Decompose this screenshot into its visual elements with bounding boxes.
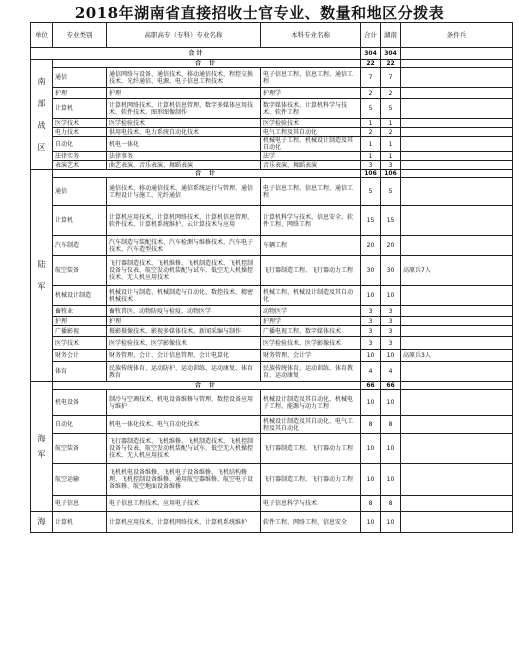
region-char: 海 xyxy=(37,433,46,443)
subtotal-cond xyxy=(401,60,513,68)
subtotal-total: 66 xyxy=(361,382,381,390)
cell-total: 7 xyxy=(361,68,381,88)
cell-hunan: 3 xyxy=(381,161,401,170)
cell-conditions xyxy=(401,317,513,326)
cell-category: 畜牧业 xyxy=(53,306,107,317)
table-row xyxy=(31,512,513,533)
cell-category: 机械设计制造 xyxy=(53,286,107,306)
header-hunan: 湖南 xyxy=(381,23,401,48)
cell-bachelor: 电子信息工程、信息工程、通信工程 xyxy=(261,68,361,88)
cell-total: 2 xyxy=(361,128,381,137)
cell-conditions xyxy=(401,206,513,236)
cell-conditions xyxy=(401,416,513,434)
table-row xyxy=(31,68,513,88)
cell-hunan: 8 xyxy=(381,416,401,434)
subtotal-hunan: 22 xyxy=(381,60,401,68)
table-row xyxy=(31,161,513,170)
cell-conditions xyxy=(401,152,513,161)
subtotal-label: 合 计 xyxy=(53,170,361,178)
cell-total: 8 xyxy=(361,496,381,512)
cell-vocational: 摄影摄像技术、影视多媒体技术、新闻采编与制作 xyxy=(107,326,261,337)
cell-category: 自动化 xyxy=(53,137,107,152)
subtotal-hunan: 66 xyxy=(381,382,401,390)
cell-vocational: 计算机应用技术、计算机网络技术、计算机系统维护 xyxy=(107,512,261,533)
table-header-row xyxy=(31,23,513,48)
cell-bachelor: 飞行器制造工程、飞行器动力工程 xyxy=(261,434,361,464)
cell-vocational: 制冷与空调技术、机电设备维修与管理、数控设备应用与维护 xyxy=(107,390,261,416)
cell-hunan: 10 xyxy=(381,464,401,496)
table-row xyxy=(31,416,513,434)
cell-hunan: 2 xyxy=(381,88,401,99)
cell-bachelor: 护理学 xyxy=(261,88,361,99)
cell-total: 4 xyxy=(361,362,381,382)
cell-vocational: 飞行器制造技术、飞机维修、飞机制造技术、飞机控制设备与仪表、航空发动机装配与试车、低空无人机操控技术、无人机应用技术 xyxy=(107,434,261,464)
cell-bachelor: 车辆工程 xyxy=(261,236,361,256)
table-row xyxy=(31,317,513,326)
cell-conditions xyxy=(401,119,513,128)
cell-total: 30 xyxy=(361,256,381,286)
cell-hunan: 20 xyxy=(381,236,401,256)
cell-category: 计算机 xyxy=(53,206,107,236)
document-title: 2018年湖南省直接招收士官专业、数量和地区分拨表 xyxy=(74,4,445,22)
cell-vocational: 机电一体化 xyxy=(107,137,261,152)
cell-total: 5 xyxy=(361,99,381,119)
cell-total: 10 xyxy=(361,350,381,362)
cell-total: 3 xyxy=(361,161,381,170)
cell-bachelor: 医学检验技术 xyxy=(261,119,361,128)
region-char: 军 xyxy=(37,281,46,291)
cell-total: 20 xyxy=(361,236,381,256)
cell-total: 3 xyxy=(361,326,381,337)
table-row xyxy=(31,236,513,256)
region-cell-army xyxy=(31,170,53,382)
cell-bachelor: 飞行器制造工程、飞行器动力工程 xyxy=(261,256,361,286)
cell-conditions xyxy=(401,286,513,306)
cell-total: 2 xyxy=(361,88,381,99)
cell-bachelor: 机械设计制造及其自动化、机械电子工程、能源与动力工程 xyxy=(261,390,361,416)
grand-total-hunan: 304 xyxy=(381,48,401,60)
table-row xyxy=(31,119,513,128)
cell-total: 3 xyxy=(361,337,381,350)
cell-bachelor: 法学 xyxy=(261,152,361,161)
cell-bachelor: 电气工程及其自动化 xyxy=(261,128,361,137)
cell-bachelor: 电子信息科学与技术 xyxy=(261,496,361,512)
region-char: 南 xyxy=(37,76,46,86)
grand-total-total: 304 xyxy=(361,48,381,60)
navy-subtotal-row xyxy=(31,382,513,390)
cell-conditions xyxy=(401,326,513,337)
cell-conditions xyxy=(401,68,513,88)
cell-bachelor: 医学检验技术、医学影像技术 xyxy=(261,337,361,350)
cell-bachelor: 数字媒体技术、计算机科学与技术、软件工程 xyxy=(261,99,361,119)
cell-hunan: 5 xyxy=(381,99,401,119)
table-row xyxy=(31,137,513,152)
grand-total-cond xyxy=(401,48,513,60)
cell-vocational: 医学检验技术 xyxy=(107,119,261,128)
cell-category: 电子信息 xyxy=(53,496,107,512)
cell-total: 10 xyxy=(361,390,381,416)
region-cell-navy xyxy=(31,382,53,512)
cell-conditions: 高原兵3人 xyxy=(401,350,513,362)
cell-total: 1 xyxy=(361,152,381,161)
cell-category: 护理 xyxy=(53,88,107,99)
cell-vocational: 护理 xyxy=(107,88,261,99)
table-row xyxy=(31,178,513,206)
subtotal-cond xyxy=(401,170,513,178)
cell-category: 医学技术 xyxy=(53,119,107,128)
cell-category: 航空装备 xyxy=(53,256,107,286)
south-subtotal-row xyxy=(31,60,513,68)
header-bachelor: 本科专业名称 xyxy=(261,23,361,48)
cell-conditions xyxy=(401,434,513,464)
table-row xyxy=(31,464,513,496)
cell-hunan: 7 xyxy=(381,68,401,88)
cell-hunan: 30 xyxy=(381,256,401,286)
cell-conditions xyxy=(401,464,513,496)
cell-total: 10 xyxy=(361,464,381,496)
cell-hunan: 4 xyxy=(381,362,401,382)
cell-category: 通信 xyxy=(53,178,107,206)
cell-category: 计算机 xyxy=(53,512,107,533)
table-row xyxy=(31,362,513,382)
cell-total: 1 xyxy=(361,137,381,152)
cell-category: 法律实务 xyxy=(53,152,107,161)
cell-conditions xyxy=(401,88,513,99)
cell-vocational: 医学检验技术、医学影像技术 xyxy=(107,337,261,350)
cell-conditions xyxy=(401,496,513,512)
subtotal-hunan: 106 xyxy=(381,170,401,178)
table-row xyxy=(31,306,513,317)
cell-hunan: 1 xyxy=(381,152,401,161)
cell-conditions xyxy=(401,306,513,317)
cell-conditions xyxy=(401,390,513,416)
cell-total: 8 xyxy=(361,416,381,434)
region-char: 战 xyxy=(37,120,46,130)
table-row xyxy=(31,434,513,464)
cell-total: 3 xyxy=(361,317,381,326)
cell-conditions xyxy=(401,99,513,119)
cell-conditions xyxy=(401,236,513,256)
cell-vocational: 飞行器制造技术、飞机维修、飞机制造技术、飞机控制设备与仪表、航空发动机装配与试车、低空无人机操控技术、无人机应用技术 xyxy=(107,256,261,286)
cell-vocational: 计算机网络技术、计算机信息管理、数字多媒体应用技术、软件技术、图形图像制作 xyxy=(107,99,261,119)
cell-vocational: 飞机机电设备维修、飞机电子设备维修、飞机结构修理、飞机控制设备维修、通用航空器维修、航空电子设备维修、航空地面设备维修 xyxy=(107,464,261,496)
cell-hunan: 1 xyxy=(381,119,401,128)
table-row xyxy=(31,99,513,119)
header-conditions: 条件兵 xyxy=(401,23,513,48)
cell-category: 电力技术 xyxy=(53,128,107,137)
cell-conditions xyxy=(401,161,513,170)
table-row xyxy=(31,350,513,362)
cell-hunan: 15 xyxy=(381,206,401,236)
cell-category: 护理 xyxy=(53,317,107,326)
cell-category: 体育 xyxy=(53,362,107,382)
cell-conditions xyxy=(401,337,513,350)
cell-bachelor: 动物医学 xyxy=(261,306,361,317)
cell-vocational: 财务管理、会计、会计信息管理、会计电算化 xyxy=(107,350,261,362)
cell-vocational: 机械设计与制造、机械制造与自动化、数控技术、精密机械技术 xyxy=(107,286,261,306)
header-vocational: 高职高专（专科）专业名称 xyxy=(107,23,261,48)
cell-bachelor: 民族传统体育、运动训练、体育教育、运动康复 xyxy=(261,362,361,382)
subtotal-label: 合 计 xyxy=(53,382,361,390)
table-row xyxy=(31,326,513,337)
region-char: 陆 xyxy=(37,259,46,269)
cell-total: 10 xyxy=(361,512,381,533)
table-row xyxy=(31,128,513,137)
cell-bachelor: 音乐表演、舞蹈表演 xyxy=(261,161,361,170)
table-row xyxy=(31,152,513,161)
cell-hunan: 3 xyxy=(381,326,401,337)
table-row xyxy=(31,286,513,306)
cell-conditions xyxy=(401,178,513,206)
subtotal-total: 106 xyxy=(361,170,381,178)
header-total: 合计 xyxy=(361,23,381,48)
cell-hunan: 2 xyxy=(381,128,401,137)
cell-category: 通信 xyxy=(53,68,107,88)
cell-total: 1 xyxy=(361,119,381,128)
cell-bachelor: 计算机科学与技术、信息安全、软件工程、网络工程 xyxy=(261,206,361,236)
subtotal-label: 合 计 xyxy=(53,60,361,68)
cell-conditions: 高原兵7人 xyxy=(401,256,513,286)
cell-bachelor: 财务管理、会计学 xyxy=(261,350,361,362)
cell-hunan: 10 xyxy=(381,286,401,306)
cell-bachelor: 飞行器制造工程、飞行器动力工程 xyxy=(261,464,361,496)
allocation-table xyxy=(30,22,513,533)
cell-category: 医学技术 xyxy=(53,337,107,350)
cell-hunan: 1 xyxy=(381,137,401,152)
army-subtotal-row xyxy=(31,170,513,178)
cell-hunan: 10 xyxy=(381,390,401,416)
cell-vocational: 电子信息工程技术、应用电子技术 xyxy=(107,496,261,512)
cell-category: 航空装备 xyxy=(53,434,107,464)
table-row xyxy=(31,337,513,350)
cell-vocational: 曲艺表演、音乐表演、舞蹈表演 xyxy=(107,161,261,170)
cell-bachelor: 软件工程、网络工程、信息安全 xyxy=(261,512,361,533)
region-char: 海 xyxy=(37,517,46,526)
table-row xyxy=(31,390,513,416)
cell-category: 航空运输 xyxy=(53,464,107,496)
cell-total: 5 xyxy=(361,178,381,206)
subtotal-cond xyxy=(401,382,513,390)
cell-vocational: 通信技术、移动通信技术、通信系统运行与管理、通信工程设计与施工、光纤通信 xyxy=(107,178,261,206)
cell-bachelor: 电子信息工程、信息工程、通信工程 xyxy=(261,178,361,206)
region-cell-next xyxy=(31,512,53,533)
cell-category: 表演艺术 xyxy=(53,161,107,170)
cell-vocational: 民族传统体育、运动防护、运动训练、运动康复、体育教育 xyxy=(107,362,261,382)
cell-bachelor: 护理学 xyxy=(261,317,361,326)
cell-category: 计算机 xyxy=(53,99,107,119)
table-row xyxy=(31,256,513,286)
header-unit: 单位 xyxy=(31,23,53,48)
grand-total-label: 合 计 xyxy=(31,48,361,60)
cell-category: 机电设备 xyxy=(53,390,107,416)
cell-vocational: 机电一体化技术、电气自动化技术 xyxy=(107,416,261,434)
cell-bachelor: 广播电视工程、数字媒体技术 xyxy=(261,326,361,337)
region-char: 军 xyxy=(37,449,46,459)
cell-conditions xyxy=(401,128,513,137)
region-char: 部 xyxy=(37,98,46,108)
region-char: 区 xyxy=(37,142,46,152)
subtotal-total: 22 xyxy=(361,60,381,68)
cell-total: 10 xyxy=(361,286,381,306)
cell-vocational: 供用电技术、电力系统自动化技术 xyxy=(107,128,261,137)
cell-vocational: 通信网络与设备、通信技术、移动通信技术、程控交换技术、光纤通信、电源、电子信息工程技术 xyxy=(107,68,261,88)
cell-category: 财务会计 xyxy=(53,350,107,362)
table-row xyxy=(31,88,513,99)
cell-hunan: 3 xyxy=(381,337,401,350)
cell-total: 15 xyxy=(361,206,381,236)
cell-conditions xyxy=(401,512,513,533)
cell-total: 3 xyxy=(361,306,381,317)
cell-conditions xyxy=(401,137,513,152)
cell-bachelor: 机械设计制造及其自动化、电气工程及其自动化 xyxy=(261,416,361,434)
cell-category: 自动化 xyxy=(53,416,107,434)
cell-bachelor: 机械工程、机械设计制造及其自动化 xyxy=(261,286,361,306)
cell-hunan: 5 xyxy=(381,178,401,206)
cell-category: 广播影视 xyxy=(53,326,107,337)
cell-conditions xyxy=(401,362,513,382)
cell-vocational: 计算机应用技术、计算机网络技术、计算机信息管理、软件技术、计算机系统维护、云计算技术与应用 xyxy=(107,206,261,236)
cell-category: 汽车制造 xyxy=(53,236,107,256)
cell-hunan: 10 xyxy=(381,434,401,464)
cell-total: 10 xyxy=(361,434,381,464)
cell-hunan: 3 xyxy=(381,317,401,326)
cell-hunan: 8 xyxy=(381,496,401,512)
cell-vocational: 畜牧兽医、动物防疫与检疫、动物医学 xyxy=(107,306,261,317)
cell-bachelor: 机械电子工程、机械设计制造及其自动化 xyxy=(261,137,361,152)
table-row xyxy=(31,206,513,236)
cell-hunan: 10 xyxy=(381,512,401,533)
cell-vocational: 护理 xyxy=(107,317,261,326)
cell-hunan: 3 xyxy=(381,306,401,317)
header-category: 专业类别 xyxy=(53,23,107,48)
grand-total-row xyxy=(31,48,513,60)
cell-hunan: 10 xyxy=(381,350,401,362)
cell-vocational: 法律事务 xyxy=(107,152,261,161)
cell-vocational: 汽车制造与装配技术、汽车检测与维修技术、汽车电子技术、汽车造型技术 xyxy=(107,236,261,256)
region-cell-south xyxy=(31,60,53,170)
table-row xyxy=(31,496,513,512)
